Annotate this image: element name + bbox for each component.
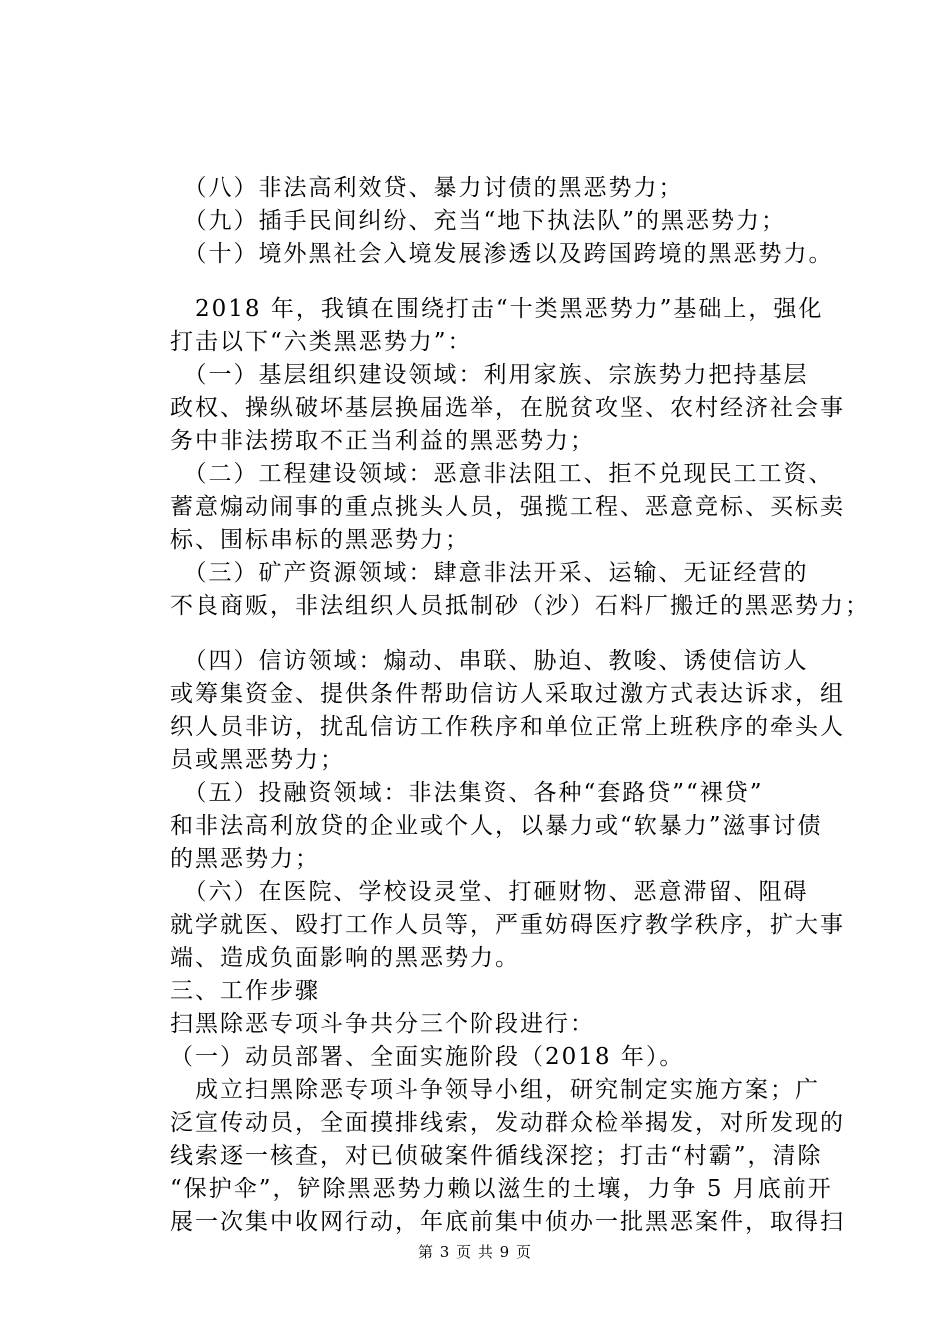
text-line: 的黑恶势力； xyxy=(170,846,320,872)
paragraph-gap xyxy=(170,623,850,645)
text-line: （六）在医院、学校设灵堂、打砸财物、恶意滞留、阻碍 xyxy=(170,879,809,905)
text-line: 就学就医、殴打工作人员等，严重妨碍医疗教学秩序，扩大事 xyxy=(170,912,845,938)
section-heading: 三、工作步骤 xyxy=(170,978,320,1004)
text-line: （四）信访领域：煽动、串联、胁迫、教唆、诱使信访人 xyxy=(170,648,809,674)
text-line: （十）境外黑社会入境发展渗透以及跨国跨境的黑恶势力。 xyxy=(170,241,834,267)
document-body xyxy=(170,172,870,1239)
text-line: “保护伞”，铲除黑恶势力赖以滋生的土壤，力争 5 月底前开 xyxy=(170,1176,833,1202)
text-line: 织人员非访，扰乱信访工作秩序和单位正常上班秩序的牵头人 xyxy=(170,714,845,740)
text-line: （八）非法高利效贷、暴力讨债的黑恶势力； xyxy=(170,175,684,201)
text-line: 政权、操纵破坏基层换届选举，在脱贫攻坚、农村经济社会事 xyxy=(170,395,845,421)
text-line: 泛宣传动员，全面摸排线索，发动群众检举揭发，对所发现的 xyxy=(170,1110,845,1136)
text-line: 不良商贩，非法组织人员抵制砂（沙）石料厂搬迁的黑恶势力； xyxy=(170,593,870,619)
page-number-footer: 第 3 页 共 9 页 xyxy=(418,1243,532,1261)
text-line: 打击以下“六类黑恶势力”： xyxy=(170,329,473,355)
text-line: 和非法高利放贷的企业或个人，以暴力或“软暴力”滋事讨债 xyxy=(170,813,823,839)
text-line: 员或黑恶势力； xyxy=(170,747,345,773)
text-line: 成立扫黑除恶专项斗争领导小组，研究制定实施方案；广 xyxy=(170,1077,820,1103)
text-line: （一）基层组织建设领域：利用家族、宗族势力把持基层 xyxy=(170,362,809,388)
text-line: （三）矿产资源领域：肆意非法开采、运输、无证经营的 xyxy=(170,560,809,586)
text-line: 展一次集中收网行动，年底前集中侦办一批黑恶案件，取得扫 xyxy=(170,1209,845,1235)
text-line: 蓄意煽动闹事的重点挑头人员，强揽工程、恶意竞标、买标卖 xyxy=(170,494,845,520)
text-line: （二）工程建设领域：恶意非法阻工、拒不兑现民工工资、 xyxy=(170,461,834,487)
text-line: （九）插手民间纠纷、充当“地下执法队”的黑恶势力； xyxy=(170,208,787,234)
paragraph-gap xyxy=(170,271,850,293)
text-line: 线索逐一核查，对已侦破案件循线深挖；打击“村霸”，清除 xyxy=(170,1143,823,1169)
text-line: 务中非法捞取不正当利益的黑恶势力； xyxy=(170,428,595,454)
text-line: 标、围标串标的黑恶势力； xyxy=(170,527,470,553)
text-line: 端、造成负面影响的黑恶势力。 xyxy=(170,945,520,971)
text-line: 扫黑除恶专项斗争共分三个阶段进行： xyxy=(170,1011,595,1037)
text-line: 或筹集资金、提供条件帮助信访人采取过激方式表达诉求，组 xyxy=(170,681,845,707)
text-line: （五）投融资领域：非法集资、各种“套路贷”“裸贷” xyxy=(170,780,764,806)
subsection-heading: （一）动员部署、全面实施阶段（2018 年）。 xyxy=(170,1044,685,1070)
text-line: 2018 年，我镇在围绕打击“十类黑恶势力”基础上，强化 xyxy=(170,296,824,322)
